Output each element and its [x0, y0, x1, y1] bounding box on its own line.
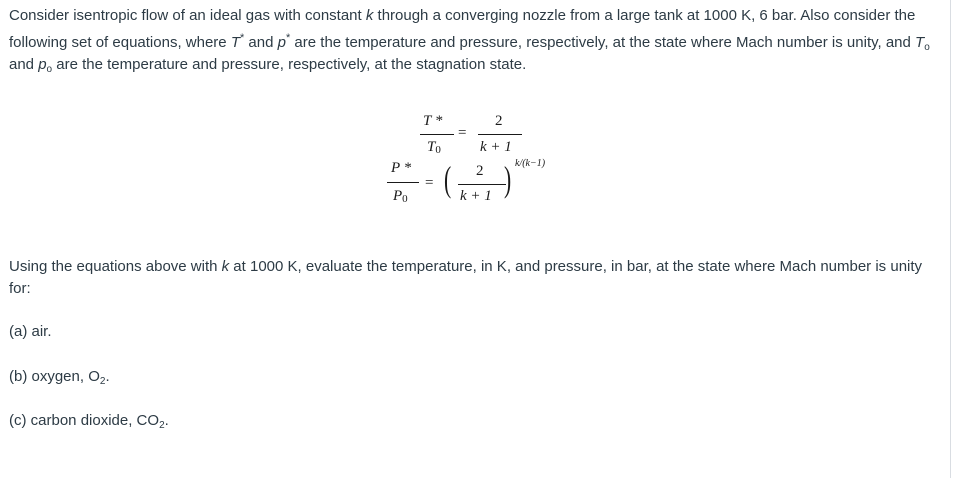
item-b-oxygen: (b) oxygen, $O_2$. — [9, 368, 110, 387]
eq2-numerator-right: 2 — [476, 163, 484, 179]
eq2-equals-sign: = — [425, 175, 434, 191]
eq2-fraction-bar-right — [458, 184, 506, 185]
eq1-numerator-left: T * — [423, 113, 443, 129]
eq1-fraction-bar-left — [420, 134, 454, 135]
problem-intro: Consider isentropic flow of an ideal gas with constant k through a converging nozzle from a large tank at 1000 K, 6 bar. Also consider the following set of equations, where T* and p* are the temperature and pressure, respectively, at the state where Mach number is unity, and $T_o$ and $p_o$ are the temperature and pressure, respectively, at the stagnation state. — [9, 7, 930, 75]
eq1-denominator-left: $T_0$ — [427, 139, 441, 156]
eq2-denominator-right: k + 1 — [460, 188, 492, 204]
item-c-carbon-dioxide: (c) carbon dioxide, $CO_2$. — [9, 412, 169, 431]
eq2-paren-open: ( — [444, 159, 452, 199]
eq2-numerator-left: P * — [391, 160, 412, 176]
eq2-exponent: k/(k−1) — [515, 158, 546, 169]
eq2-fraction-bar-left — [387, 182, 419, 183]
eq1-equals-sign: = — [458, 125, 467, 141]
eq1-numerator-right: 2 — [495, 113, 503, 129]
eq2-denominator-left: $P_0$ — [393, 188, 408, 205]
eq1-denominator-right: k + 1 — [480, 139, 512, 155]
eq2-paren-close: ) — [504, 159, 512, 199]
item-a-air: (a) air. — [9, 323, 52, 340]
eq1-fraction-bar-right — [478, 134, 522, 135]
problem-instruction: Using the equations above with k at 1000 K, evaluate the temperature, in K, and pressure, in bar, at the state where Mach number is unity for: — [9, 258, 923, 297]
page-right-border — [950, 0, 951, 478]
